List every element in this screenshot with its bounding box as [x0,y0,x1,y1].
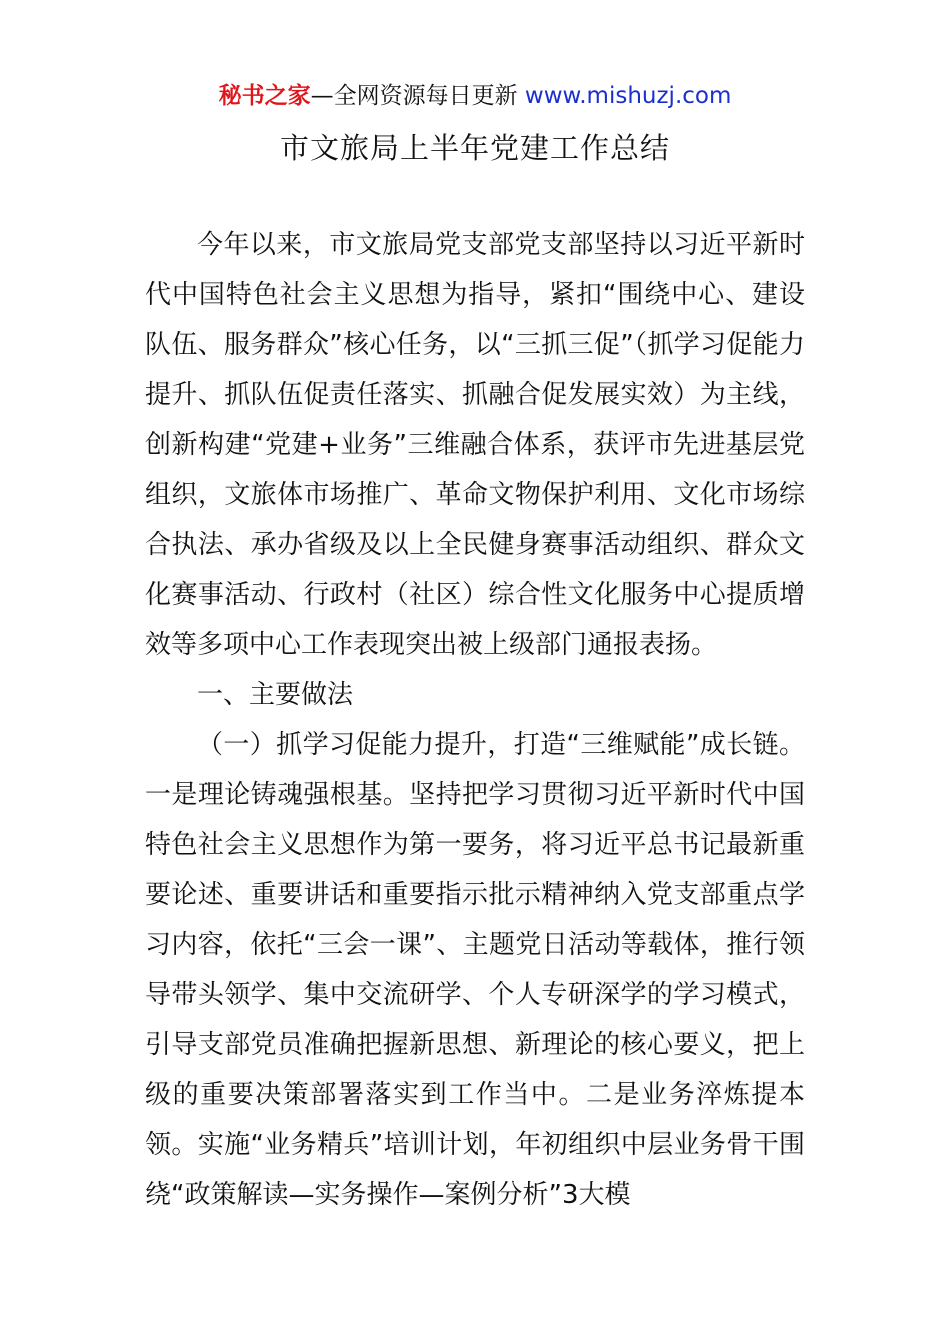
site-header [0,80,950,112]
paragraph-intro: 今年以来，市文旅局党支部党支部坚持以习近平新时代中国特色社会主义思想为指导，紧扣“围绕中心、建设队伍、服务群众”核心任务，以“三抓三促”（抓学习促能力提升、抓队伍促责任落实、抓融合促发展实效）为主线，创新构建“党建+业务”三维融合体系，获评市先进基层党组织，文旅体市场推广、革命文物保护利用、文化市场综合执法、承办省级及以上全民健身赛事活动组织、群众文化赛事活动、行政村（社区）综合性文化服务中心提质增效等多项中心工作表现突出被上级部门通报表扬。 [145,230,805,660]
site-brand: 秘书之家 [218,83,311,109]
paragraph-study-ability: （一）抓学习促能力提升，打造“三维赋能”成长链。一是理论铸魂强根基。坚持把学习贯彻习近平新时代中国特色社会主义思想作为第一要务，将习近平总书记最新重要论述、重要讲话和重要指示批示精神纳入党支部重点学习内容，依托“三会一课”、主题党日活动等载体，推行领导带头领学、集中交流研学、个人专研深学的学习模式，引导支部党员准确把握新思想、新理论的核心要义，把上级的重要决策部署落实到工作当中。二是业务淬炼提本领。实施“业务精兵”培训计划，年初组织中层业务骨干围绕“政策解读—实务操作—案例分析”3大模 [145,730,805,1210]
site-url-link[interactable]: www.mishuzj.com [524,83,732,109]
site-tagline: —全网资源每日更新 [310,83,525,109]
document-body [145,220,805,1220]
document-title: 市文旅局上半年党建工作总结 [279,131,670,165]
section-heading-main-practices: 一、主要做法 [197,680,354,710]
